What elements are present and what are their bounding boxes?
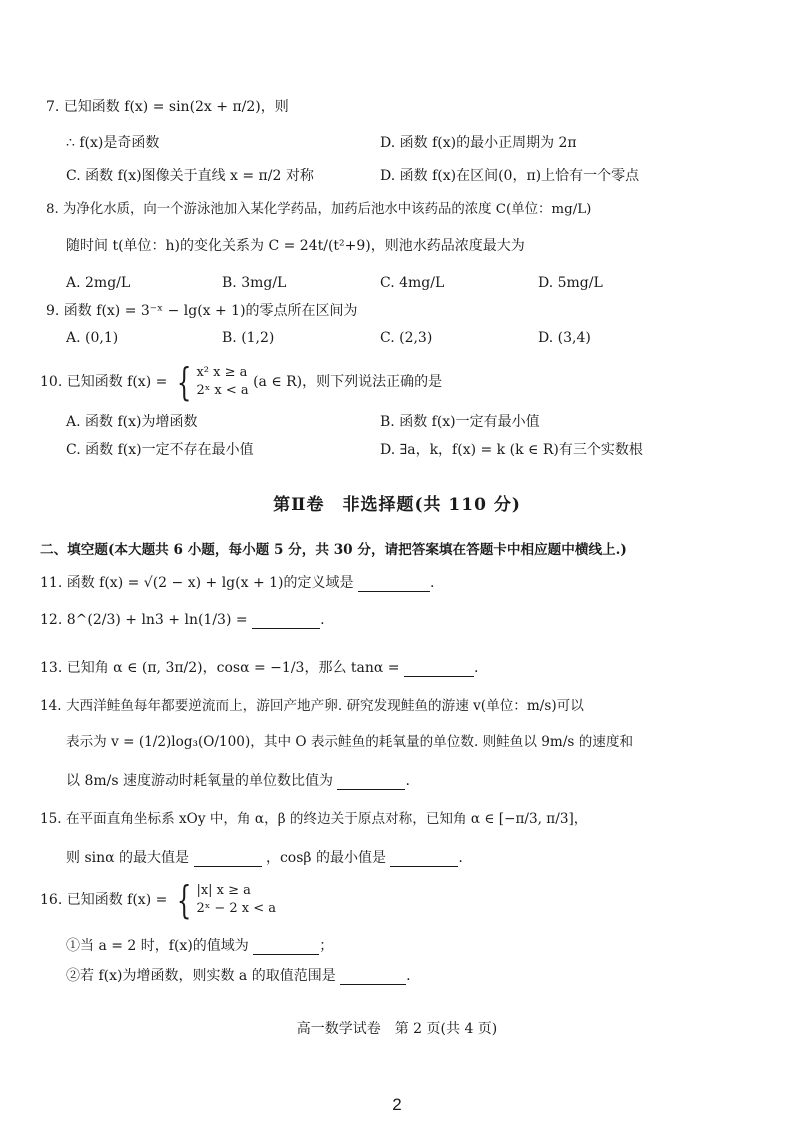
section-title: 第Ⅱ卷 非选择题(共 110 分) [273, 495, 521, 515]
q9-option-d: D. (3,4) [538, 330, 591, 346]
q13-text: 13. 已知角 α ∈ (π, 3π/2)，cosα = −1/3，那么 tanα = [40, 660, 400, 676]
q14-line2: 表示为 v = (1/2)log₃(O/100)，其中 O 表示鲑鱼的耗氧量的单位数. 则鲑鱼以 9m/s 的速度和 [66, 734, 634, 750]
q15-line2a: 则 sinα 的最大值是 [66, 850, 190, 866]
q14-answer-blank[interactable] [337, 775, 405, 790]
q7-option-b: D. 函数 f(x)的最小正周期为 2π [380, 135, 577, 151]
q16-sub1-end: ； [319, 938, 334, 954]
q8-option-b: B. 3mg/L [222, 275, 287, 291]
q15-answer-blank-1[interactable] [194, 852, 262, 867]
q16-sub2-end: . [406, 968, 411, 984]
q10-option-d: D. ∃a，k，f(x) = k (k ∈ R)有三个实数根 [380, 442, 643, 458]
q15-line1: 15. 在平面直角坐标系 xOy 中，角 α，β 的终边关于原点对称，已知角 α ∈ [−π/3, π/3]， [40, 811, 588, 827]
q16-answer-blank-2[interactable] [340, 970, 406, 985]
q13-end: . [473, 660, 479, 676]
q14-line1: 14. 大西洋鲑鱼每年都要逆流而上，游回产地产卵. 研究发现鲑鱼的游速 v(单位：m/s)可以 [40, 698, 584, 714]
q9-stem: 9. 函数 f(x) = 3⁻ˣ − lg(x + 1)的零点所在区间为 [46, 303, 358, 319]
q14-line3-text: 以 8m/s 速度游动时耗氧量的单位数比值为 [66, 773, 333, 789]
q11-answer-blank[interactable] [358, 577, 430, 592]
q8-option-c: C. 4mg/L [380, 275, 445, 291]
q16-stem [40, 878, 276, 922]
q11-end: . [429, 575, 435, 591]
left-brace-icon: { [176, 878, 192, 922]
q7-stem: 7. 已知函数 f(x) = sin(2x + π/2)，则 [46, 99, 289, 115]
q7-option-a: ∴ f(x)是奇函数 [66, 135, 160, 151]
q15-answer-blank-2[interactable] [390, 852, 458, 867]
q10-option-b: B. 函数 f(x)一定有最小值 [380, 414, 540, 430]
q10-option-c: C. 函数 f(x)一定不存在最小值 [66, 442, 254, 458]
part2-header: 二、填空题(本大题共 6 小题，每小题 5 分，共 30 分，请把答案填在答题卡中相应题中横线上.) [40, 542, 627, 558]
q16-sub1 [66, 937, 333, 955]
q16-stem-pre: 16. 已知函数 f(x) = [40, 892, 168, 908]
q16-piecewise [196, 882, 276, 918]
q11-text: 11. 函数 f(x) = √(2 − x) + lg(x + 1)的定义域是 [40, 575, 354, 591]
q16-answer-blank-1[interactable] [253, 940, 319, 955]
q10-option-a: A. 函数 f(x)为增函数 [66, 414, 198, 430]
q14-line3 [66, 772, 410, 790]
q8-line2: 随时间 t(单位：h)的变化关系为 C = 24t/(t²+9)，则池水药品浓度最大为 [66, 238, 525, 254]
q9-option-a: A. (0,1) [66, 330, 119, 346]
q10-piece2: 2ˣ x < a [196, 383, 249, 398]
q10-stem [40, 360, 442, 404]
page-footer: 高一数学试卷 第 2 页(共 4 页) [296, 1021, 498, 1037]
q12-answer-blank[interactable] [252, 614, 320, 629]
q9-option-b: B. (1,2) [222, 330, 275, 346]
q11 [40, 574, 434, 592]
q16-sub2 [66, 967, 411, 985]
q7-option-d: D. 函数 f(x)在区间(0，π)上恰有一个零点 [380, 168, 640, 184]
q13-answer-blank[interactable] [404, 662, 474, 677]
q10-piece1: x² x ≥ a [196, 365, 248, 380]
q9-option-c: C. (2,3) [380, 330, 433, 346]
q15-line2b: ，cosβ 的最小值是 [265, 850, 386, 866]
q8-line1: 8. 为净化水质，向一个游泳池加入某化学药品，加药后池水中该药品的浓度 C(单位：mg/L) [46, 202, 592, 217]
q15-end: . [458, 850, 463, 866]
q16-piece2: 2ˣ − 2 x < a [196, 901, 277, 916]
left-brace-icon: { [176, 360, 192, 404]
q12 [40, 611, 325, 629]
q8-option-a: A. 2mg/L [66, 275, 131, 291]
q15-line2 [66, 849, 463, 867]
q8-option-d: D. 5mg/L [538, 275, 603, 291]
q10-stem-pre: 10. 已知函数 f(x) = [40, 374, 168, 390]
q12-end: . [320, 612, 325, 628]
q12-text: 12. 8^(2/3) + ln3 + ln(1/3) = [40, 612, 248, 628]
q16-sub1-text: ①当 a = 2 时，f(x)的值域为 [66, 938, 249, 954]
q16-sub2-text: ②若 f(x)为增函数，则实数 a 的取值范围是 [66, 968, 336, 984]
q10-piecewise [196, 364, 248, 400]
q13 [40, 659, 478, 677]
q14-end: . [405, 773, 410, 789]
q10-stem-post: (a ∈ R)，则下列说法正确的是 [253, 374, 443, 390]
q7-option-c: C. 函数 f(x)图像关于直线 x = π/2 对称 [66, 168, 314, 184]
q16-piece1: |x| x ≥ a [196, 883, 251, 898]
page-number: 2 [392, 1095, 402, 1114]
